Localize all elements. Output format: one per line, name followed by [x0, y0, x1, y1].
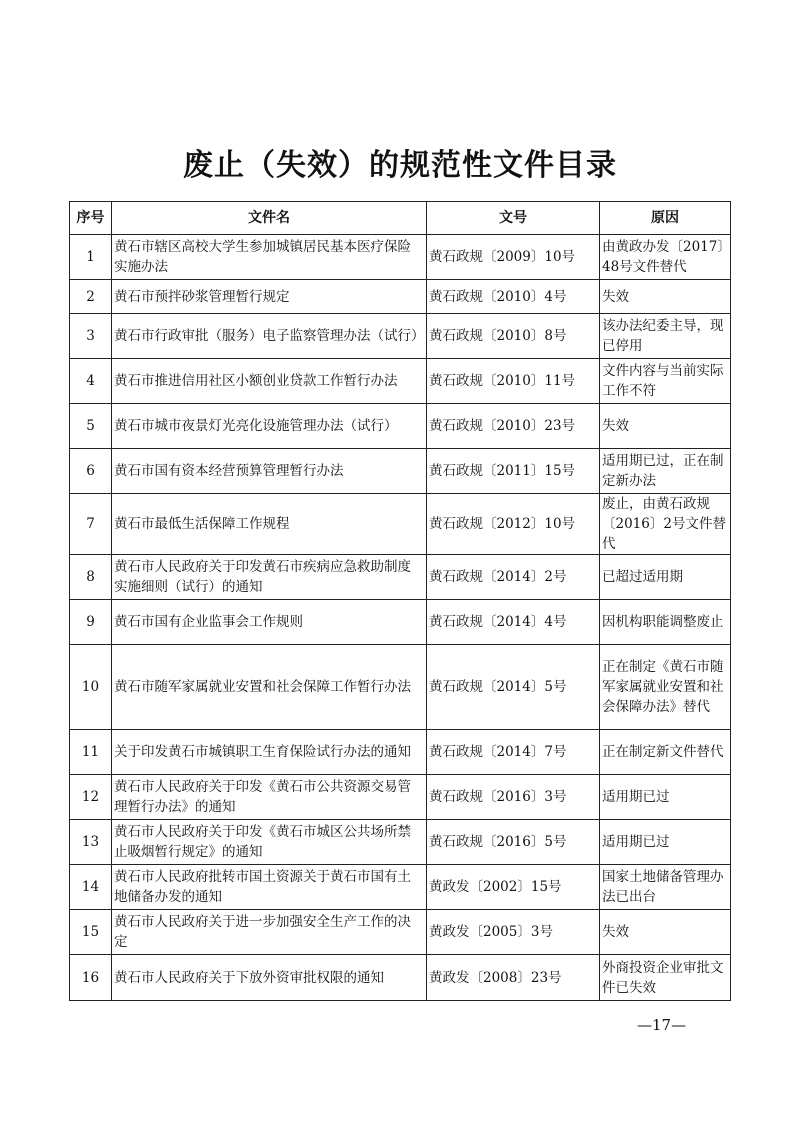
reason: 失效 — [600, 280, 731, 314]
doc-number: 黄石政规〔2011〕15号 — [427, 449, 600, 494]
file-name: 黄石市行政审批（服务）电子监察管理办法（试行） — [112, 314, 427, 359]
row-number: 9 — [70, 600, 112, 645]
reason: 适用期已过 — [600, 820, 731, 865]
header-serial: 序号 — [70, 202, 112, 235]
page-number: —17— — [637, 1016, 687, 1034]
header-doc-number: 文号 — [427, 202, 600, 235]
table-row — [70, 955, 731, 1001]
doc-number: 黄石政规〔2010〕8号 — [427, 314, 600, 359]
file-name: 黄石市人民政府关于印发黄石市疾病应急救助制度实施细则（试行）的通知 — [112, 555, 427, 600]
table-row — [70, 280, 731, 314]
file-name: 黄石市辖区高校大学生参加城镇居民基本医疗保险实施办法 — [112, 235, 427, 280]
row-number: 11 — [70, 730, 112, 775]
table-row — [70, 775, 731, 820]
doc-number: 黄石政规〔2016〕5号 — [427, 820, 600, 865]
row-number: 4 — [70, 359, 112, 404]
reason: 文件内容与当前实际工作不符 — [600, 359, 731, 404]
doc-number: 黄政发〔2002〕15号 — [427, 865, 600, 910]
table-row — [70, 910, 731, 955]
table-row — [70, 645, 731, 730]
table-row — [70, 449, 731, 494]
table-row — [70, 600, 731, 645]
file-name: 黄石市人民政府关于下放外资审批权限的通知 — [112, 955, 427, 1001]
file-name: 关于印发黄石市城镇职工生育保险试行办法的通知 — [112, 730, 427, 775]
row-number: 14 — [70, 865, 112, 910]
row-number: 12 — [70, 775, 112, 820]
doc-number: 黄石政规〔2014〕2号 — [427, 555, 600, 600]
page-title: 废止（失效）的规范性文件目录 — [183, 148, 617, 183]
reason: 外商投资企业审批文件已失效 — [600, 955, 731, 1001]
header-reason: 原因 — [600, 202, 731, 235]
row-number: 2 — [70, 280, 112, 314]
doc-number: 黄政发〔2005〕3号 — [427, 910, 600, 955]
file-name: 黄石市城市夜景灯光亮化设施管理办法（试行） — [112, 404, 427, 449]
table-row — [70, 235, 731, 280]
doc-number: 黄石政规〔2010〕11号 — [427, 359, 600, 404]
reason: 由黄政办发〔2017〕48号文件替代 — [600, 235, 731, 280]
table-row — [70, 494, 731, 555]
file-name: 黄石市预拌砂浆管理暂行规定 — [112, 280, 427, 314]
file-name: 黄石市最低生活保障工作规程 — [112, 494, 427, 555]
row-number: 7 — [70, 494, 112, 555]
row-number: 16 — [70, 955, 112, 1001]
reason: 正在制定《黄石市随军家属就业安置和社会保障办法》替代 — [600, 645, 731, 730]
reason: 失效 — [600, 910, 731, 955]
document-table — [69, 201, 731, 1001]
row-number: 1 — [70, 235, 112, 280]
reason: 该办法纪委主导，现已停用 — [600, 314, 731, 359]
row-number: 13 — [70, 820, 112, 865]
file-name: 黄石市人民政府批转市国土资源关于黄石市国有土地储备办发的通知 — [112, 865, 427, 910]
doc-number: 黄政发〔2008〕23号 — [427, 955, 600, 1001]
doc-number: 黄石政规〔2014〕4号 — [427, 600, 600, 645]
reason: 适用期已过，正在制定新办法 — [600, 449, 731, 494]
table-row — [70, 314, 731, 359]
table-row — [70, 820, 731, 865]
doc-number: 黄石政规〔2010〕4号 — [427, 280, 600, 314]
row-number: 5 — [70, 404, 112, 449]
file-name: 黄石市人民政府关于印发《黄石市公共资源交易管理暂行办法》的通知 — [112, 775, 427, 820]
file-name: 黄石市人民政府关于印发《黄石市城区公共场所禁止吸烟暂行规定》的通知 — [112, 820, 427, 865]
file-name: 黄石市推进信用社区小额创业贷款工作暂行办法 — [112, 359, 427, 404]
row-number: 10 — [70, 645, 112, 730]
header-file-name: 文件名 — [112, 202, 427, 235]
table-header-row — [70, 202, 731, 235]
reason: 正在制定新文件替代 — [600, 730, 731, 775]
table-row — [70, 404, 731, 449]
file-name: 黄石市国有资本经营预算管理暂行办法 — [112, 449, 427, 494]
doc-number: 黄石政规〔2016〕3号 — [427, 775, 600, 820]
reason: 国家土地储备管理办法已出台 — [600, 865, 731, 910]
doc-number: 黄石政规〔2009〕10号 — [427, 235, 600, 280]
row-number: 6 — [70, 449, 112, 494]
reason: 适用期已过 — [600, 775, 731, 820]
row-number: 15 — [70, 910, 112, 955]
table-row — [70, 865, 731, 910]
doc-number: 黄石政规〔2014〕7号 — [427, 730, 600, 775]
reason: 失效 — [600, 404, 731, 449]
doc-number: 黄石政规〔2014〕5号 — [427, 645, 600, 730]
row-number: 8 — [70, 555, 112, 600]
doc-number: 黄石政规〔2010〕23号 — [427, 404, 600, 449]
doc-number: 黄石政规〔2012〕10号 — [427, 494, 600, 555]
table-row — [70, 555, 731, 600]
file-name: 黄石市随军家属就业安置和社会保障工作暂行办法 — [112, 645, 427, 730]
table-row — [70, 359, 731, 404]
reason: 因机构职能调整废止 — [600, 600, 731, 645]
file-name: 黄石市国有企业监事会工作规则 — [112, 600, 427, 645]
file-name: 黄石市人民政府关于进一步加强安全生产工作的决定 — [112, 910, 427, 955]
row-number: 3 — [70, 314, 112, 359]
reason: 已超过适用期 — [600, 555, 731, 600]
table-row — [70, 730, 731, 775]
reason: 废止，由黄石政规〔2016〕2号文件替代 — [600, 494, 731, 555]
